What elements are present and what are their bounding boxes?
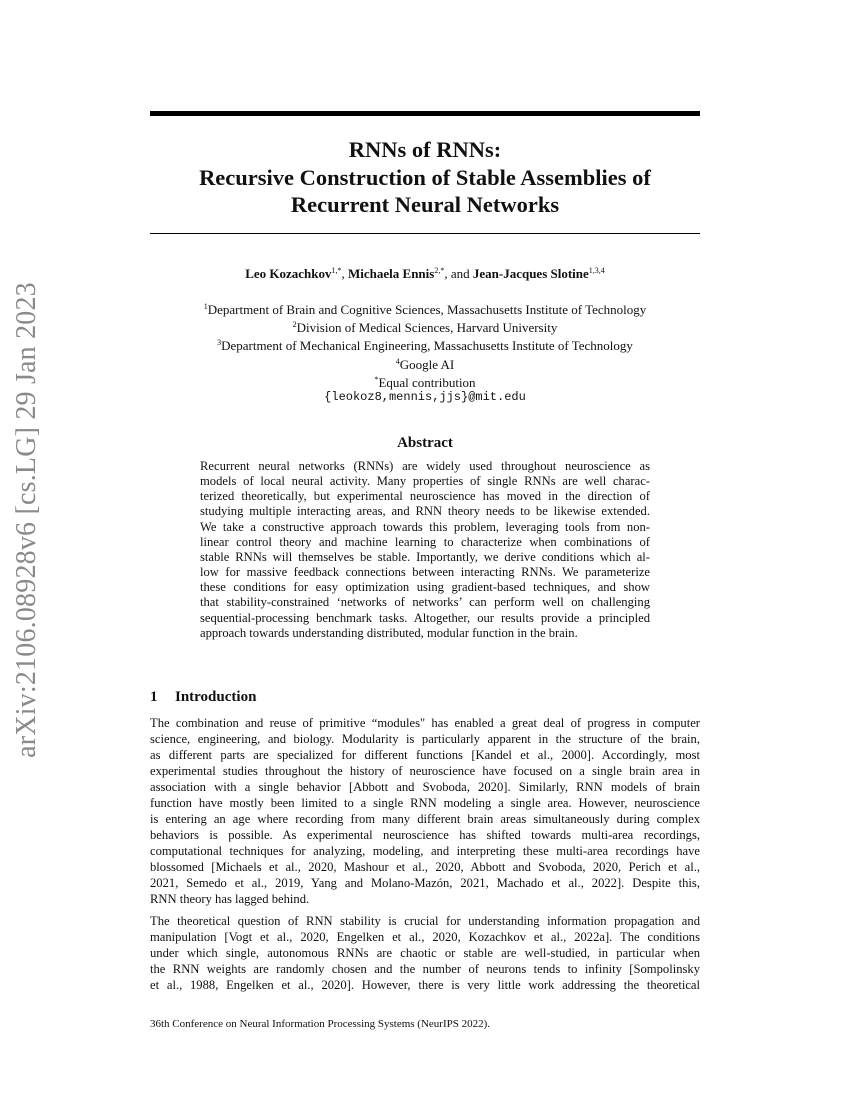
text-line: function have mostly been limited to a single RNN modeling a single area. However, neuroscience xyxy=(150,796,700,810)
text-line: et al., 1988, Engelken et al., 2020]. However, there is very little work addressing the theoretical xyxy=(150,978,700,992)
section-title: Introduction xyxy=(175,689,257,705)
separator: , xyxy=(341,266,349,281)
intro-paragraph-2 xyxy=(150,913,700,993)
section-number: 1 xyxy=(150,689,158,705)
affiliation xyxy=(150,317,700,335)
text-line: Recurrent neural networks (RNNs) are widely used throughout neuroscience as xyxy=(200,459,650,473)
affiliation-marker: * xyxy=(374,374,379,384)
separator: , and xyxy=(444,266,473,281)
affiliation xyxy=(150,335,700,353)
text-line: 2021, Semedo et al., 2019, Yang and Molano-Mazón, 2021, Machado et al., 2022]. Despite this, xyxy=(150,876,700,890)
affiliations xyxy=(150,299,700,405)
text-line: low for massive feedback connections between interacting RNNs. We parameterize xyxy=(200,565,650,580)
affiliation-marker: 4 xyxy=(395,356,400,366)
abstract-body xyxy=(200,459,650,641)
text-line: The combination and reuse of primitive “modules" has enabled a great deal of progress in computer xyxy=(150,716,700,730)
text-line: terized theoretically, but experimental neuroscience has moved in the direction of xyxy=(200,489,650,504)
text-line: models of local neural activity. Many properties of single RNNs are well charac- xyxy=(200,474,650,489)
text-line: the RNN weights are randomly chosen and the number of neurons tends to infinity [Sompolinsky xyxy=(150,962,700,976)
affiliation-marker: 3 xyxy=(217,338,222,348)
title-line: Recurrent Neural Networks xyxy=(290,192,560,217)
text-line: under which single, autonomous RNNs are chaotic or stable are well-studied, in particular when xyxy=(150,946,700,960)
text-line: RNN theory has lagged behind. xyxy=(150,892,310,906)
title-rule xyxy=(150,233,700,234)
arxiv-identifier-stamp[interactable]: arXiv:2106.08928v6 [cs.LG] 29 Jan 2023 xyxy=(11,282,42,758)
affiliation xyxy=(150,299,700,317)
text-line: behaviors is possible. As experimental neuroscience has shifted towards multi-area recordings, xyxy=(150,828,700,842)
affiliation xyxy=(150,354,700,372)
text-line: sequential-processing benchmark tasks. Altogether, our results provide a principled xyxy=(200,610,650,625)
text-line: these conditions for easy optimization using gradient-based techniques, and show xyxy=(200,580,650,595)
affiliation-marker: 2 xyxy=(292,320,297,330)
top-rule xyxy=(150,111,700,116)
text-line: experimental studies throughout the history of neuroscience have focused on a single brain area in xyxy=(150,764,700,778)
text-line: studying multiple interacting areas, and RNN theory needs to be likewise extended. xyxy=(200,504,650,519)
author-name: Michaela Ennis xyxy=(348,266,435,281)
author-affiliation-marker: 1,* xyxy=(331,266,342,275)
affiliation-text: Google AI xyxy=(399,356,455,372)
text-line: stable RNNs will themselves be stable. Importantly, we derive conditions which al- xyxy=(200,549,650,564)
text-line: The theoretical question of RNN stability is crucial for understanding information propagation and xyxy=(150,914,700,928)
affiliation xyxy=(150,372,700,390)
abstract-heading: Abstract xyxy=(397,435,453,451)
section-heading xyxy=(150,689,256,706)
intro-paragraph-1 xyxy=(150,715,700,907)
paper-title xyxy=(150,136,700,219)
title-line: Recursive Construction of Stable Assemblies of xyxy=(199,164,651,190)
text-line: We take a constructive approach towards this problem, leveraging tools from non- xyxy=(200,519,650,534)
affiliation-text: Department of Mechanical Engineering, Massachusetts Institute of Technology xyxy=(221,338,633,354)
text-line: that stability-constrained ‘networks of networks’ can perform well on challenging xyxy=(200,595,650,610)
text-line: association with a single behavior [Abbott and Svoboda, 2020]. Similarly, RNN models of brain xyxy=(150,780,700,794)
text-line: science, engineering, and biology. Modularity is particularly apparent in the structure of the brain, xyxy=(150,732,700,746)
text-line: approach towards understanding distributed, modular function in the brain. xyxy=(200,625,578,640)
text-line: manipulation [Vogt et al., 2020, Engelken et al., 2020, Kozachkov et al., 2022a]. The conditions xyxy=(150,930,700,944)
conference-footer: 36th Conference on Neural Information Processing Systems (NeurIPS 2022). xyxy=(150,1018,491,1030)
affiliation-text: Equal contribution xyxy=(378,374,476,390)
author-affiliation-marker: 1,3,4 xyxy=(588,266,605,275)
text-line: is entering an age where recording from many different brain areas simultaneously during complex xyxy=(150,812,700,826)
affiliation-marker: 1 xyxy=(203,302,208,311)
author-name: Jean-Jacques Slotine xyxy=(472,266,589,281)
affiliation-text: Department of Brain and Cognitive Sciences, Massachusetts Institute of Technology xyxy=(207,302,647,317)
author-name: Leo Kozachkov xyxy=(245,266,332,281)
author-affiliation-marker: 2,* xyxy=(434,266,445,275)
text-line: blossomed [Michaels et al., 2020, Mashour et al., 2020, Abbott and Svoboda, 2020, Perich et al., xyxy=(150,860,700,874)
text-line: computational techniques for analyzing, modeling, and interpreting these multi-area recordings have xyxy=(150,844,700,858)
text-line: as different parts are specialized for different functions [Kandel et al., 2000]. Accordingly, most xyxy=(150,748,700,762)
affiliation-text: Division of Medical Sciences, Harvard University xyxy=(296,320,558,336)
title-line: RNNs of RNNs: xyxy=(348,137,502,162)
author-list xyxy=(150,266,700,282)
author-emails[interactable]: {leokoz8,mennis,jjs}@mit.edu xyxy=(324,390,526,405)
text-line: linear control theory and machine learning to characterize when combinations of xyxy=(200,534,650,549)
